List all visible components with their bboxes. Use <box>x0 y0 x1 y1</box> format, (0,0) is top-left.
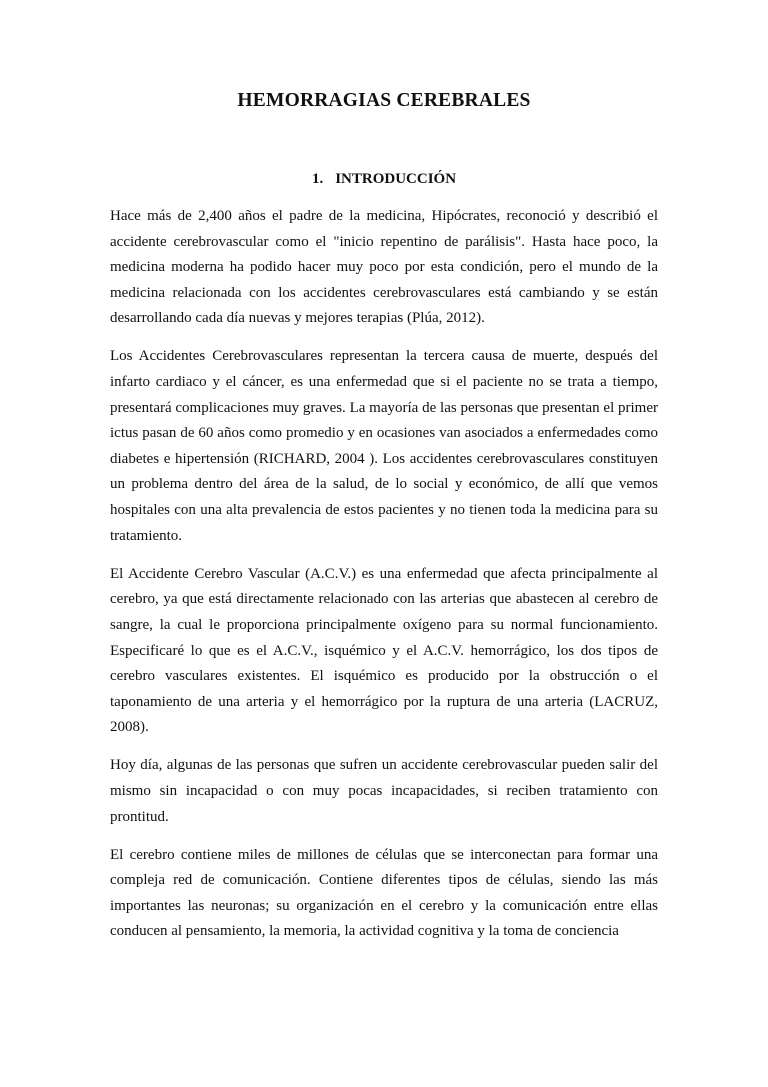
body-text <box>110 204 658 958</box>
paragraph-3: El Accidente Cerebro Vascular (A.C.V.) es una enfermedad que afecta principalmente al cerebro, ya que está directamente relacionado con las arterias que abastecen al cerebro de sangre, la cual le proporciona principalmente oxígeno para su normal funcionamiento. Especificaré lo que es el A.C.V., isquémico y el A.C.V. hemorrágico, los dos tipos de cerebro vasculares existentes. El isquémico es producido por la obstrucción o el taponamiento de una arteria y el hemorrágico por la ruptura de una arteria (LACRUZ, 2008). <box>110 565 658 736</box>
paragraph-4: Hoy día, algunas de las personas que sufren un accidente cerebrovascular pueden salir del mismo sin incapacidad o con muy pocas incapacidades, si reciben tratamiento con prontitud. <box>110 757 658 825</box>
section-number: 1. <box>311 171 324 187</box>
section-heading <box>0 168 768 190</box>
paragraph-2: Los Accidentes Cerebrovasculares representan la tercera causa de muerte, después del infarto cardiaco y el cáncer, es una enfermedad que si el paciente no se trata a tiempo, presentará complicaciones muy graves. La mayoría de las personas que presentan el primer ictus pasan de 60 años como promedio y en ocasiones van asociados a enfermedades como diabetes e hipertensión (RICHARD, 2004 ). Los accidentes cerebrovasculares constituyen un problema dentro del área de la salud, de lo social y económico, de allí que vemos hospitales con una alta prevalencia de estos pacientes y no tienen toda la medicina para su tratamiento. <box>110 348 658 544</box>
section-heading-text: INTRODUCCIÓN <box>335 171 457 187</box>
paragraph-5: El cerebro contiene miles de millones de células que se interconectan para formar una compleja red de comunicación. Contiene diferentes tipos de células, siendo las más importantes las neuronas; su organización en el cerebro y la comunicación entre ellas conducen al pensamiento, la memoria, la actividad cognitiva y la toma de conciencia <box>110 846 658 940</box>
document-title: HEMORRAGIAS CEREBRALES <box>237 90 531 111</box>
paragraph-1: Hace más de 2,400 años el padre de la medicina, Hipócrates, reconoció y describió el accidente cerebrovascular como el "inicio repentino de parálisis". Hasta hace poco, la medicina moderna ha podido hacer muy poco por esta condición, pero el mundo de la medicina relacionada con los accidentes cerebrovasculares está cambiando y se están desarrollando cada día nuevas y mejores terapias (Plúa, 2012). <box>110 208 658 327</box>
